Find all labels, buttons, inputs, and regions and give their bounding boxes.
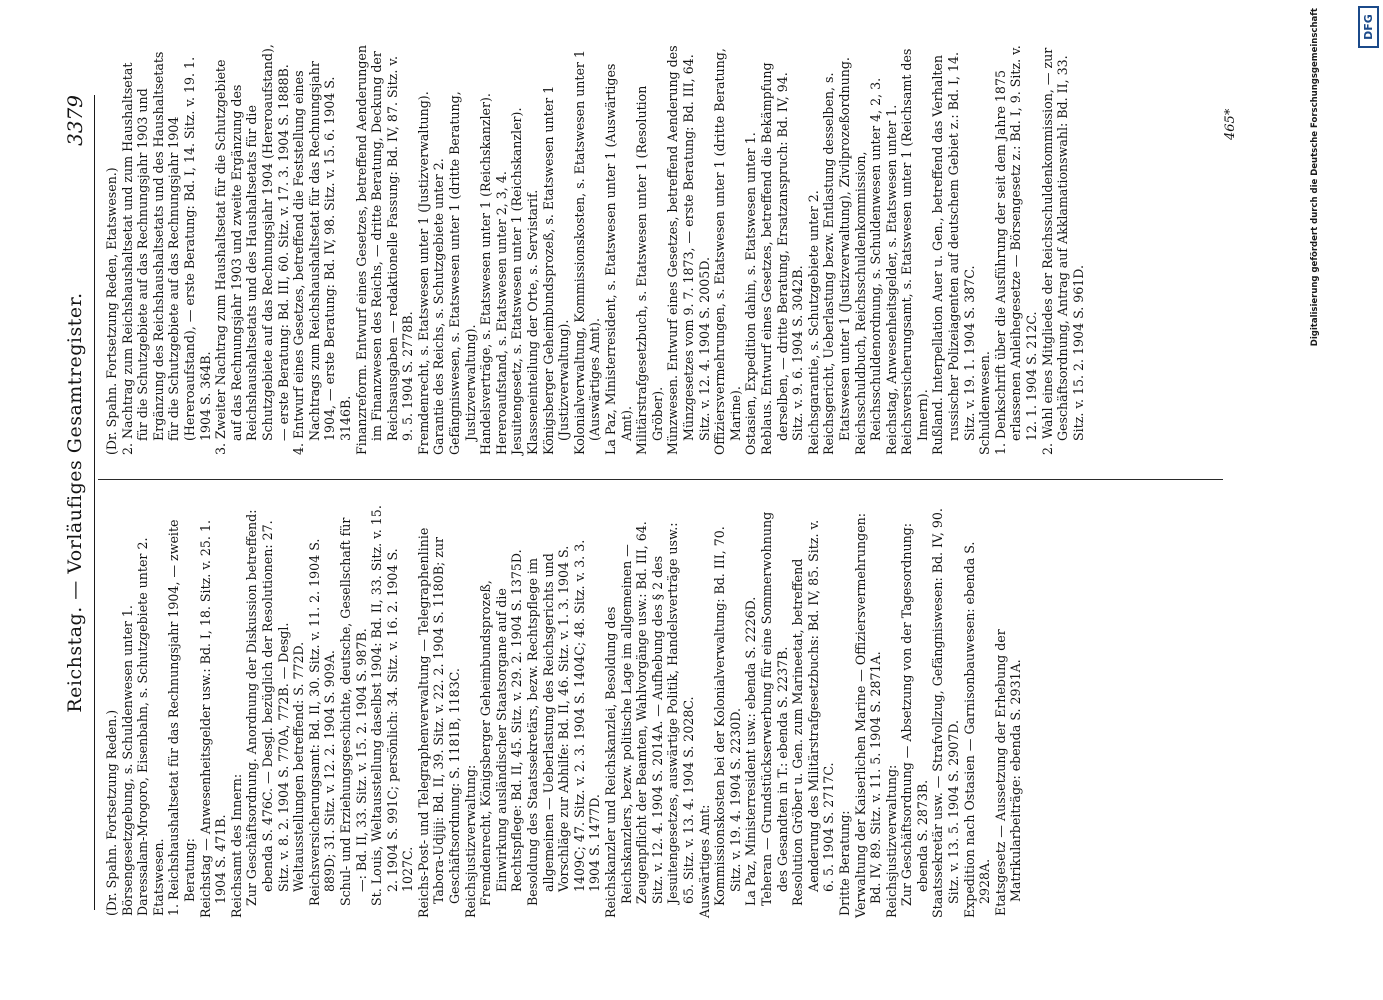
- index-entry: Besoldung des Staatssekretärs, bezw. Rechtspflege im allgemeinen — Ueberlastung des Reichsgerichts und Vorschläge zur Abhilfe: Bd. II, 46. Sitz. v. 1. 3. 1904 S. 1409C; 47. Sitz. v. 2. 3. 1904 S. 1404C; 48. Sitz. v. 3. 3. 1904 S. 1477D.: [525, 539, 603, 906]
- dfg-logo-icon: DFG: [1358, 6, 1379, 48]
- index-entry: La Paz, Ministerresident, s. Etatswesen unter 1 (Auswärtiges Amt).: [603, 63, 634, 455]
- index-entry: Königsberger Geheimbundsprozeß, s. Etatswesen unter 1 (Justizverwaltung).: [540, 85, 572, 455]
- index-entry: Daressalam-Mrogoro, Eisenbahn, s. Schutzgebiete unter 2.: [135, 537, 151, 916]
- index-entry: Schuldenwesen.: [977, 351, 993, 455]
- index-entry: Reichsschuldbuch, Reichsschuldenkommission, Reichsschuldenordnung, s. Schuldenwesen unter 4, 2, 3.: [852, 77, 884, 455]
- index-entry: Reichsjustizverwaltung:: [883, 764, 899, 918]
- index-entry: Handelsverträge, s. Etatswesen unter 1 (Reichskanzler).: [478, 93, 494, 455]
- index-entry: (Dr. Spahn. Fortsetzung Reden, Etatswesen.): [104, 167, 119, 455]
- index-entry: Reichsgarantie, s. Schutzgebiete unter 2.: [805, 190, 821, 455]
- index-entry: Auswärtiges Amt:: [696, 804, 712, 918]
- index-entry: Fremdenrecht, Königsberger Geheimbundsprozeß, Einwirkung ausländischer Staatsorgane auf die Rechtspflege: Bd. II, 45. Sitz. v. 29. 2. 1904 S. 1375D.: [478, 549, 525, 906]
- index-entry: Offiziersvermehrungen, s. Etatswesen unter 1 (dritte Beratung, Marine).: [712, 48, 743, 455]
- index-entry: Finanzreform. Entwurf eines Gesetzes, betreffend Aenderungen im Finanzwesen des Reichs, — dritte Beratung, Deckung der Reichsausgaben — redaktionelle Fassung: Bd. IV, 87. Sitz. v. 9. 5. 1904 S. 2778B.: [353, 45, 416, 455]
- column-divider: [98, 479, 1223, 480]
- index-entry: 3. Zweiter Nachtrag zum Haushaltsetat für die Schutzgebiete auf das Rechnungsjahr 1903 und zweite Ergänzung des Reichshaushaltsetats und des Haushaltsetats für die Schutzgebiete auf das Rechnungsjahr 1904 (Hereroaufstand), — erste Beratung: Bd. III, 60. Sitz. v. 17. 3. 1904 S. 1888B.: [213, 44, 291, 455]
- index-entry: Reichstag, Anwesenheitsgelder, s. Etatswesen unter 1.: [883, 104, 899, 455]
- index-entry: Verwaltung der Kaiserlichen Marine — Offiziersvermehrungen: Bd. IV, 89. Sitz. v. 11. 5. 1904 S. 2871A.: [852, 513, 884, 918]
- index-entry: 1. Denkschrift über die Ausführung der seit dem Jahre 1875 erlassenen Anleihegesetze — Börsengesetz z.: Bd. I, 9. Sitz. v. 12. 1. 1904 S. 212C.: [992, 45, 1040, 455]
- index-entry: 1. Reichshaushaltsetat für das Rechnungsjahr 1904, — zweite Beratung:: [166, 519, 197, 916]
- index-entry: Militärstrafgesetzbuch, s. Etatswesen unter 1 (Resolution Gröber).: [634, 85, 665, 455]
- index-entry: Teheran — Grundstückserwerbung für eine Sommerwohnung des Gesandten in T.: ebenda S. 2237B.: [758, 511, 790, 906]
- running-title: Reichstag. — Vorläufiges Gesamtregister.: [64, 292, 86, 713]
- index-entry: Garantie des Reichs, s. Schutzgebiete unter 2.: [431, 158, 447, 455]
- index-entry: Zur Geschäftsordnung — Absetzung von der Tagesordnung: ebenda S. 2873B.: [899, 523, 930, 906]
- index-entry: Zur Geschäftsordnung. Anordnung der Diskussion betreffend: ebenda S. 476C. — Desgl. bezüglich der Resolutionen: 27. Sitz. v. 8. 2. 1904 S. 770A, 772B. — Desgl. Weltausstellungen betreffend: S. 772D.: [244, 509, 307, 906]
- left-column: [104, 504, 1024, 916]
- index-entry: Reichstag — Anwesenheitsgelder usw.: Bd. I, 18. Sitz. v. 25. 1. 1904 S. 471B.: [197, 520, 229, 918]
- index-entry: Fremdenrecht, s. Etatswesen unter 1 (Justizverwaltung).: [415, 91, 431, 455]
- index-entry: Schul- und Erziehungsgeschichte, deutsche, Gesellschaft für —: Bd. II, 33. Sitz. v. 15. 2. 1904 S. 987B.: [337, 517, 369, 906]
- index-entry: Reichsgericht, Ueberlastung bezw. Entlastung desselben, s. Etatswesen unter 1 (Justizverwaltung), Zivilprozeßordnung.: [821, 57, 852, 455]
- index-entry: Dritte Beratung:: [836, 810, 852, 916]
- index-entry: (Dr. Spahn. Fortsetzung Reden.): [104, 709, 119, 916]
- index-entry: Reichs-Post- und Telegraphenverwaltung — Telegraphenlinie Tabora-Udjiji: Bd. II, 39. Sitz. v. 22. 2. 1904 S. 1180B; zur Geschäftsordnung: S. 1181B, 1183C.: [415, 527, 463, 918]
- index-entry: Staatssekretär usw. — Strafvollzug, Gefängniswesen: Bd. IV, 90. Sitz. v. 13. 5. 1904 S. 2907D.: [930, 508, 962, 918]
- index-entry: Klasseneinteilung der Orte, s. Servistarif.: [525, 189, 541, 455]
- signature-mark: 465*: [1223, 108, 1238, 140]
- index-entry: Reichsamt des Innern:: [228, 773, 244, 918]
- index-entry: Hereroaufstand, s. Etatswesen unter 2, 3, 4.: [493, 171, 509, 455]
- index-entry: 2. Nachtrag zum Reichshaushaltsetat und zum Haushaltsetat für die Schutzgebiete auf das Rechnungsjahr 1903 und Ergänzung des Reichshaushaltsetats und des Haushaltsetats für die Schutzgebiete auf das Rechnungsjahr 1904 (Hereroaufstand), — erste Beratung: Bd. I, 14. Sitz. v. 19. 1. 1904 S. 364B.: [119, 51, 213, 455]
- index-entry: Etatsgesetz — Aussetzung der Erhebung der Matrikularbeiträge: ebenda S. 2931A.: [992, 629, 1024, 916]
- index-entry: Kommissionskosten bei der Kolonialverwaltung: Bd. III, 70. Sitz. v. 19. 4. 1904 S. 2230D.: [712, 526, 743, 906]
- index-entry: Reichsversicherungsamt: Bd. II, 30. Sitz. v. 11. 2. 1904 S. 889D; 31. Sitz. v. 12. 2. 1904 S. 909A.: [306, 538, 338, 906]
- right-column: [104, 43, 1086, 455]
- page-number: 3379: [63, 95, 87, 146]
- index-entry: Kolonialverwaltung, Kommissionskosten, s. Etatswesen unter 1 (Auswärtiges Amt).: [571, 50, 603, 455]
- index-entry: Resolution Gröber u. Gen. zum Marineetat, betreffend Aenderung des Militärstrafgesetzbuchs: Bd. IV, 85. Sitz. v. 6. 5. 1904 S. 2717C.: [790, 519, 837, 906]
- index-entry: Börsengesetzgebung, s. Schuldenwesen unter 1.: [119, 605, 135, 916]
- index-entry: Jesuitengesetz, s. Etatswesen unter 1 (Reichskanzler).: [509, 107, 525, 455]
- index-entry: Ostasien, Expedition dahin, s. Etatswesen unter 1.: [743, 132, 759, 455]
- index-entry: Reichskanzler und Reichskanzlei, Besoldung des Reichskanzlers, bezw. politische Lage im allgemeinen — Zeugenpflicht der Beamten, Wahlvorgänge usw.: Bd. III, 64. Sitz. v. 12. 4. 1904 S. 2014A. — Aufhebung des § 2 des Jesuitengesetzes, auswärtige Politik, Handelsverträge usw.: 65. Sitz. v. 13. 4. 1904 S. 2028C.: [603, 521, 696, 918]
- index-entry: Reichsjustizverwaltung:: [462, 764, 478, 918]
- index-entry: Reichsversicherungsamt, s. Etatswesen unter 1 (Reichsamt des Innern).: [899, 48, 930, 455]
- index-entry: Reblaus. Entwurf eines Gesetzes, betreffend die Bekämpfung derselben, — dritte Beratung, Ersatzanspruch: Bd. IV, 94. Sitz. v. 9. 6. 1904 S. 3042B.: [758, 62, 806, 455]
- index-entry: St. Louis, Weltausstellung daselbst 1904: Bd. II, 33. Sitz. v. 15. 2. 1904 S. 991C; persönlich: 34. Sitz. v. 16. 2. 1904 S. 1027C.: [369, 505, 416, 906]
- index-entry: Gefängniswesen, s. Etatswesen unter 1 (dritte Beratung, Justizverwaltung).: [447, 91, 478, 455]
- index-entry: La Paz, Ministerresident usw.: ebenda S. 2226D.: [743, 596, 759, 906]
- index-entry: Münzwesen. Entwurf eines Gesetzes, betreffend Aenderung des Münzgesetzes vom 9. 7. 1873, — erste Beratung: Bd. III, 64. Sitz. v. 12. 4. 1904 S. 2005D.: [665, 45, 712, 455]
- index-entry: 2. Wahl eines Mitgliedes der Reichsschuldenkommission, — zur Geschäftsordnung, Antrag auf Akklamationswahl: Bd. II, 33. Sitz. v. 15. 2. 1904 S. 961D.: [1039, 47, 1086, 455]
- index-entry: 4. Entwurf eines Gesetzes, betreffend die Feststellung eines Nachtrags zum Reichshaushaltsetat für das Rechnungsjahr 1904, — erste Beratung: Bd. IV, 98. Sitz. v. 15. 6. 1904 S. 3146B.: [291, 61, 353, 455]
- page-header: [62, 95, 95, 910]
- index-entry: Expedition nach Ostasien — Garnisonbauwesen: ebenda S. 2928A.: [961, 541, 993, 918]
- index-entry: Etatswesen.: [150, 838, 166, 916]
- index-entry: Rußland. Interpellation Auer u. Gen., betreffend das Verhalten russischer Polizeiagenten auf deutschem Gebiet z.: Bd. I, 14. Sitz. v. 19. 1. 1904 S. 387C.: [930, 52, 977, 455]
- funding-note: Digitalisierung gefördert durch die Deutsche Forschungsgemeinschaft: [1310, 8, 1320, 347]
